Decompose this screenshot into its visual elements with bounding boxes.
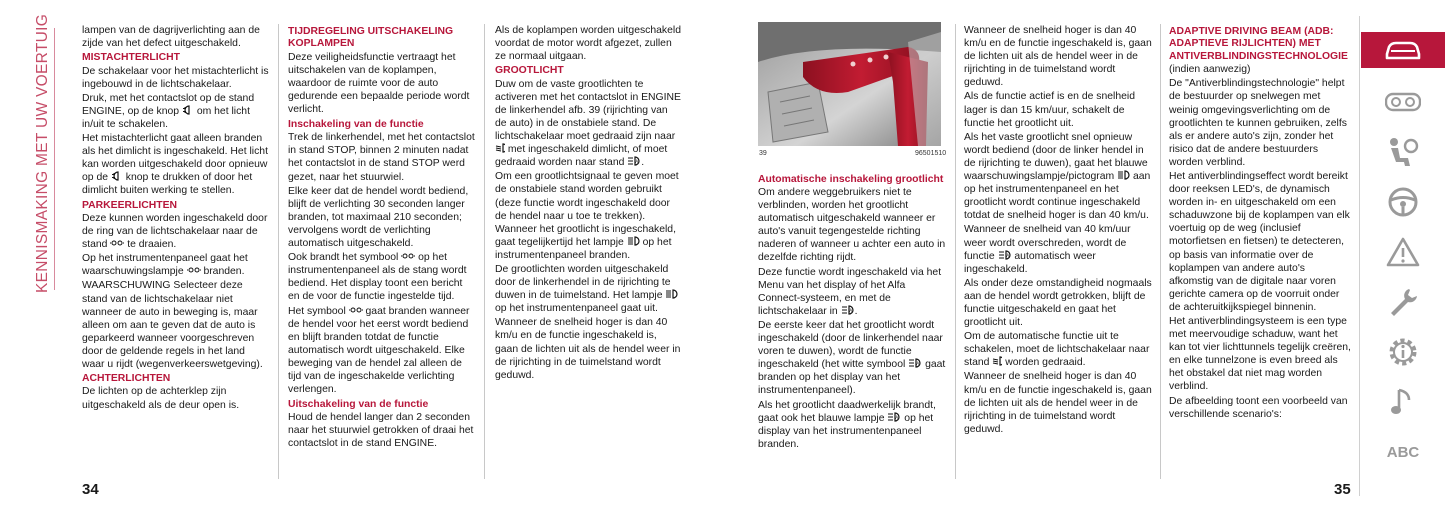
paragraph <box>964 131 1154 223</box>
sidebar-item-safety[interactable] <box>1361 134 1445 170</box>
auto-light-icon <box>627 156 641 166</box>
paragraph <box>758 399 948 451</box>
paragraph: Als de koplampen worden uitgeschakeld voordat de motor wordt afgezet, zullen ze normaal uitgaan. <box>495 25 681 63</box>
paragraph: Wanneer de snelheid hoger is dan 40 km/u en de functie ingeschakeld is, gaan de lichten uit als de hendel weer in de rijrichting in de tuimelstand wordt geduwd. <box>964 371 1152 435</box>
side-chapter-title: KENNISMAKING MET UW VOERTUIG <box>34 13 51 293</box>
paragraph: Houd de hendel langer dan 2 seconden naar het stuurwiel getrokken of draai het contactslot in de stand ENGINE. <box>288 412 474 450</box>
text: gaat branden op het display van het instrumentenpaneel). <box>758 359 946 397</box>
text: Het symbool <box>288 305 346 317</box>
text: Deze functie wordt ingeschakeld via het Menu van het display of het Alfa Connect-systeem, en met de lichtschakelaar in <box>758 266 942 317</box>
gear-info-icon <box>1387 336 1419 368</box>
paragraph: lampen van de dagrijverlichting aan de zijde van het defect uitgeschakeld. <box>82 25 260 50</box>
car-icon <box>1383 39 1423 61</box>
figure-39-lever-photo <box>758 22 941 146</box>
column-2 <box>288 24 476 451</box>
wrench-icon <box>1387 286 1419 318</box>
sidebar-item-steering[interactable] <box>1361 184 1445 220</box>
warning-triangle-icon <box>1386 237 1420 267</box>
text: Deze kunnen worden ingeschakeld door de ring van de lichtschakelaar naar de stand <box>82 212 268 251</box>
text: Druk, met het contactslot op de stand ENGINE, op de knop <box>82 92 255 117</box>
paragraph: Trek de linkerhendel, met het contactslot in stand STOP, binnen 2 minuten nadat het contactslot in de stand STOP werd gezet, naar het stuurwiel. <box>288 132 475 183</box>
paragraph <box>495 170 681 262</box>
text: op het instrumentenpaneel branden. <box>495 236 672 261</box>
auto-high-beam-icon <box>908 358 922 368</box>
warning-paragraph: WAARSCHUWING Selecteer deze stand van de lichtschakelaar niet wanneer de auto in beweging is, maar alleen om aan te geven dat de auto is geparkeerd wanneer voorgeschreven door de geldende regels in het land waar u rijdt (wegenverkeerswetgeving). <box>82 280 263 370</box>
subheading-inschakeling: Inschakeling van de functie <box>288 119 424 131</box>
paragraph <box>288 251 476 303</box>
paragraph: Wanneer de snelheid hoger is dan 40 km/u en de functie ingeschakeld is, gaan de lichten uit als de hendel weer in de rijrichting in de tuimelstand wordt geduwd. <box>495 317 681 381</box>
paragraph: De "Antiverblindingstechnologie" helpt de bestuurder op snelwegen met weinig omgevingsverlichting om de grootlichten te kunnen gebruiken, zelfs als er andere auto's zijn, zonder het risico dat de andere bestuurders worden verblind. <box>1169 78 1347 168</box>
paragraph <box>495 78 681 170</box>
low-beam-icon <box>495 143 505 153</box>
heading-grootlicht: GROOTLICHT <box>495 65 564 77</box>
text: op het instrumentenpaneel gaat uit. <box>495 303 658 315</box>
high-beam-icon <box>665 289 678 299</box>
text: automatisch weer ingeschakeld. <box>964 250 1096 275</box>
column-divider <box>484 24 485 479</box>
sidebar-item-maintenance[interactable] <box>1361 284 1445 320</box>
low-beam-icon <box>992 356 1002 366</box>
paragraph: Als de functie actief is en de snelheid lager is dan 15 km/uur, schakelt de functie het grootlicht uit. <box>964 91 1135 129</box>
text: . <box>854 305 858 317</box>
dashboard-icon <box>1385 92 1421 112</box>
text: branden. <box>203 266 245 278</box>
column-divider <box>1160 24 1161 479</box>
column-divider <box>955 24 956 479</box>
high-beam-icon <box>1117 170 1130 180</box>
text: De eerste keer dat het grootlicht wordt ingeschakeld (door de linkerhendel naar voren te duwen), wordt de functie ingeschakeld (het witte symbool <box>758 319 943 371</box>
text: Wanneer de snelheid van 40 km/uur weer wordt overschreden, wordt de functie <box>964 224 1131 262</box>
page-number-right: 35 <box>1334 481 1351 498</box>
column-6 <box>1169 24 1352 422</box>
paragraph: De afbeelding toont een voorbeeld van verschillende scenario's: <box>1169 395 1348 420</box>
column-5 <box>964 24 1154 437</box>
steering-wheel-icon <box>1387 186 1419 218</box>
music-note-icon <box>1389 386 1417 418</box>
text: Als het grootlicht daadwerkelijk brandt, gaat ook het blauwe lampje <box>758 399 936 424</box>
text: om het licht in/uit te schakelen. <box>82 105 250 130</box>
sidebar-item-technical[interactable] <box>1361 334 1445 370</box>
heading-parkeerlichten: PARKEERLICHTEN <box>82 199 178 211</box>
paragraph: De schakelaar voor het mistachterlicht is ingebouwd in de lichtschakelaar. <box>82 65 269 90</box>
text: te draaien. <box>127 239 177 251</box>
text: met ingeschakeld dimlicht, of moet gedraaid worden naar stand <box>495 144 668 169</box>
heading-tijdregeling: TIJDREGELING UITSCHAKELING KOPLAMPEN <box>288 26 454 50</box>
sidebar-item-index[interactable] <box>1361 434 1445 470</box>
paragraph <box>82 132 270 197</box>
paragraph: De lichten op de achterklep zijn uitgeschakeld als de deur open is. <box>82 386 240 411</box>
high-beam-icon <box>627 236 640 246</box>
fog-light-icon <box>182 105 194 115</box>
heading-adaptive-driving-beam: ADAPTIVE DRIVING BEAM (ADB: ADAPTIEVE RIJLICHTEN) MET ANTIVERBLINDINGSTECHNOLOGIE <box>1169 26 1348 62</box>
text: op het display van het instrumentenpaneel branden. <box>758 412 934 450</box>
subheading-automatische-inschakeling: Automatische inschakeling grootlicht <box>758 174 944 185</box>
auto-high-beam-icon <box>887 412 901 422</box>
sidebar-item-warning[interactable] <box>1361 234 1445 270</box>
sidebar-item-dashboard[interactable] <box>1361 84 1445 120</box>
paragraph <box>82 92 270 131</box>
text: aan op het instrumentenpaneel en het grootlicht wordt continue ingeschakeld totdat de snelheid hoger is dan 40 km/u. <box>964 171 1151 222</box>
airbag-person-icon <box>1386 136 1420 168</box>
parking-light-icon <box>401 251 415 261</box>
text: op het instrumentenpaneel als de stang wordt bediend. Het display toont een bericht en de voor de functie ingestelde tijd. <box>288 252 467 303</box>
fog-light-icon <box>111 171 123 181</box>
paragraph <box>495 263 681 315</box>
column-4 <box>758 171 948 452</box>
page-number-left: 34 <box>82 481 99 498</box>
column-divider <box>278 24 279 479</box>
paragraph <box>288 305 476 397</box>
paragraph: Elke keer dat de hendel wordt bediend, blijft de verlichting 30 seconden langer branden, tot maximaal 210 seconden; vervolgens wordt de verlichting automatisch uitgeschakeld. <box>288 185 469 250</box>
text: Ook brandt het symbool <box>288 252 399 264</box>
paragraph <box>758 319 948 398</box>
column-1 <box>82 24 270 413</box>
sidebar-item-car[interactable] <box>1361 32 1445 68</box>
side-title-line <box>54 28 55 290</box>
paragraph: Het antiverblindingseffect wordt bereikt door reeksen LED's, de dynamisch worden in- en uitgeschakeld om een schaduwzone bij de koplampen van elk voertuig op de weg (inclusief motorfietsen en fietsen) te detecteren, op basis van informatie over de koplampen van andere auto's afkomstig van de digitale naar voren gerichte camera op de voorruit onder de achteruitkijkspiegel binnenin. <box>1169 170 1350 313</box>
text: worden gedraaid. <box>1005 357 1086 369</box>
text: Duw om de vaste grootlichten te activeren met het contactslot in ENGINE de linkerhendel afb. 39 (rijrichting van de auto) in de onstabiele stand. De lichtschakelaar moet gedraaid zijn naar <box>495 78 681 143</box>
text: . <box>641 157 645 169</box>
sidebar-item-multimedia[interactable] <box>1361 384 1445 420</box>
paragraph: Het antiverblindingsysteem is een type met meervoudige schaduw, want het kan tot vier lichttunnels tegelijk creëren, en elke tunnelzone is even breed als het obstakel dat niet mag worden verblind. <box>1169 316 1351 393</box>
paragraph <box>82 252 270 278</box>
paragraph: Wanneer de snelheid hoger is dan 40 km/u en de functie ingeschakeld is, gaan de lichten uit als de hendel weer in de rijrichting in de tuimelstand wordt geduwd. <box>964 25 1152 89</box>
parking-light-icon <box>187 265 201 275</box>
paragraph <box>82 212 270 251</box>
figure-number: 39 <box>759 150 767 157</box>
text: gaat branden wanneer de hendel voor het eerst wordt bediend en blijft branden totdat de functie automatisch wordt uitgeschakeld. Elke beweging van de hendel zal alleen de tijd van de ingeschakelde verlichting verlengen. <box>288 305 470 396</box>
text: knop te drukken of door het dimlicht buiten werking te stellen. <box>82 172 253 197</box>
steering-lever-illustration <box>758 22 941 146</box>
parking-light-icon <box>110 238 124 248</box>
auto-light-icon <box>841 305 855 315</box>
paragraph <box>964 223 1154 275</box>
paragraph: Deze veiligheidsfunctie vertraagt het uitschakelen van de koplampen, waardoor de ruimte voor de auto gedurende een bepaalde periode wordt verlicht. <box>288 51 470 116</box>
subheading-uitschakeling: Uitschakeling van de functie <box>288 399 429 411</box>
text: De grootlichten worden uitgeschakeld door de linkerhendel in de rijrichting te duwen in de tuimelstand. Het lampje <box>495 264 671 302</box>
heading-achterlichten: ACHTERLICHTEN <box>82 373 171 385</box>
sidebar-divider <box>1359 16 1360 496</box>
paragraph <box>964 330 1154 369</box>
paragraph: (indien aanwezig) <box>1169 64 1251 76</box>
parking-light-icon <box>349 305 363 315</box>
text: Als het vaste grootlicht snel opnieuw wordt bediend (door de linker hendel in de rijrichting te duwen), gaat het blauwe waarschuwingslampje/pictogram <box>964 131 1148 183</box>
auto-high-beam-icon <box>998 250 1012 260</box>
text: Op het instrumentenpaneel gaat het waarschuwingslampje <box>82 253 248 278</box>
heading-mistachterlicht: MISTACHTERLICHT <box>82 52 180 64</box>
paragraph: Als onder deze omstandigheid nogmaals aan de hendel wordt getrokken, blijft de functie uitgeschakeld en gaat het grootlicht uit. <box>964 277 1152 329</box>
text: Om de automatische functie uit te schakelen, moet de lichtschakelaar naar stand <box>964 331 1150 369</box>
text: Het mistachterlicht gaat alleen branden als het dimlicht is ingeschakeld. Het licht kan worden uitgeschakeld door opnieuw op de <box>82 133 268 184</box>
paragraph <box>758 266 948 318</box>
abc-index-label: ABC <box>1386 443 1420 461</box>
column-3 <box>495 24 681 383</box>
paragraph: Om andere weggebruikers niet te verblinden, worden het grootlicht automatisch uitgeschakeld wanneer er auto's vanuit tegengestelde richting naderen of wanneer u achter een auto in dezelfde richting rijdt. <box>758 187 946 264</box>
text: Om een grootlichtsignaal te geven moet de onstabiele stand worden gebruikt (deze functie wordt ingeschakeld door de hendel naar u toe te trekken). Wanneer het grootlicht is ingeschakeld, gaat tegelijkertijd het lampje <box>495 171 679 248</box>
figure-code: 96501510 <box>915 150 947 157</box>
